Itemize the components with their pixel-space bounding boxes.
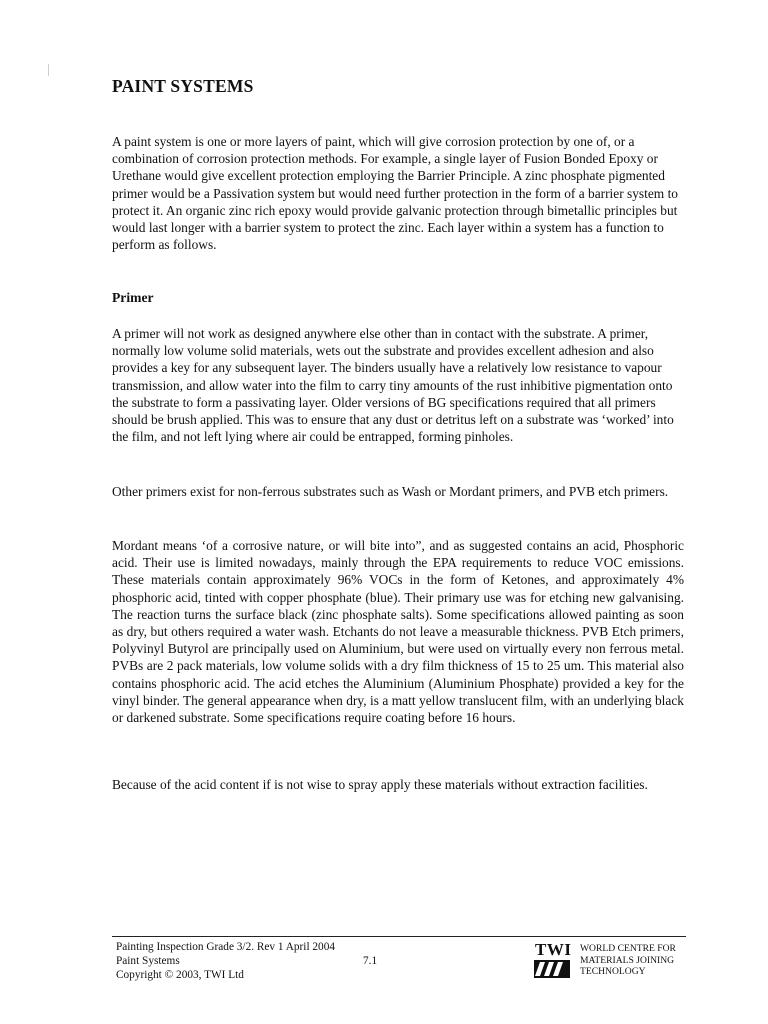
page-title: PAINT SYSTEMS [112,76,254,96]
other-primers-paragraph: Other primers exist for non-ferrous substrates such as Wash or Mordant primers, and PVB etch primers. [112,484,669,499]
scan-speck [48,64,49,76]
footer-copyright-line: Copyright © 2003, TWI Ltd [116,969,244,981]
primer-paragraph: A primer will not work as designed anywhere else other than in contact with the substrate. A primer, normally low volume solid materials, wets out the substrate and provides excellent adhesion and also provides a key for any subsequent layer. The binders usually have a relatively low resistance to vapour transmission, and allow water into the film to carry tiny amounts of the rust inhibitive pigmentation onto the substrate to form a passivating layer. Older versions of BG specifications required that all primers should be brush applied. This was to ensure that any dust or detritus left on a substrate was ‘worked’ into the film, and not left lying where air could be entrapped, forming pinholes. [112,326,674,445]
footer-course-line: Painting Inspection Grade 3/2. Rev 1 April 2004 [116,941,336,953]
tagline-line-1: WORLD CENTRE FOR [580,943,676,954]
twi-logo-mark-icon [534,960,570,978]
twi-logo-text: TWI [535,940,572,959]
intro-paragraph: A paint system is one or more layers of paint, which will give corrosion protection by one of, or a combination of corrosion protection methods. For example, a single layer of Fusion Bonded Epoxy or Urethane would give excellent protection employing the Barrier Principle. A zinc phosphate pigmented primer would be a Passivation system but would need further protection in the form of a barrier system to protect it. An organic zinc rich epoxy would provide galvanic protection through bimetallic principles but would last longer with a barrier system to protect the zinc. Each layer within a system has a function to perform as follows. [112,134,678,253]
tagline-line-3: TECHNOLOGY [580,966,646,978]
tagline-line-2: MATERIALS JOINING [580,954,675,966]
footer-section-line: Paint Systems [116,955,180,967]
section-heading-primer: Primer [112,290,154,305]
footer-divider [112,936,686,937]
page-number: 7.1 [363,955,378,967]
twi-tagline [580,943,676,978]
mordant-paragraph: Mordant means ‘of a corrosive nature, or will bite into”, and as suggested contains an acid, Phosphoric acid. Their use is limited nowadays, mainly through the EPA requirements to reduce VOC emissions. These materials contain approximately 96% VOCs in the form of Ketones, and approximately 4% phosphoric acid, tinted with copper phosphate (blue). Their primary use was for etching new galvanising. The reaction turns the surface black (zinc phosphate salts). Some specifications allowed painting as soon as dry, but others required a water wash. Etchants do not leave a measurable thickness. PVB Etch primers, Polyvinyl Butyrol are principally used on Aluminium, but were used on virtually every non ferrous metal. PVBs are 2 pack materials, low volume solids with a dry film thickness of 15 to 25 um. This material also contains phosphoric acid. The acid etches the Aluminium (Aluminium Phosphate) provided a key for the vinyl binder. The general appearance when dry, is a matt yellow translucent film, with an underlying black or darkened substrate. Some specifications require coating before 16 hours. [112,538,684,726]
footer-info [116,940,335,982]
acid-warning-paragraph: Because of the acid content if is not wise to spray apply these materials without extraction facilities. [112,777,648,792]
